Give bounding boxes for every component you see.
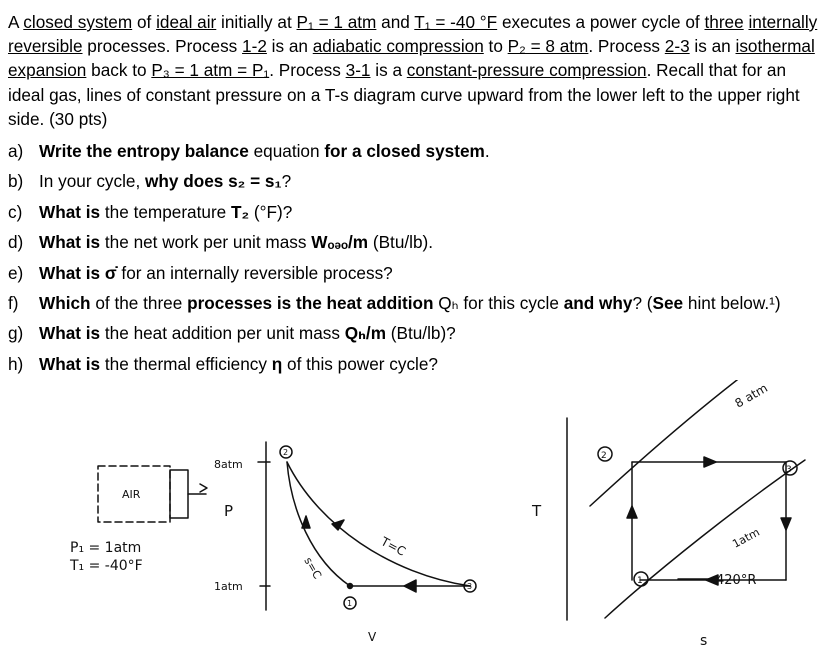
state1-temperature: T₁ = -40 °F xyxy=(414,12,498,32)
adiabatic-compression-term: adiabatic compression xyxy=(312,36,484,57)
question-item xyxy=(8,349,820,379)
question-text xyxy=(39,197,292,227)
question-label: b) xyxy=(8,171,24,192)
ts-state3-label: 3 xyxy=(786,465,792,475)
question-emphasis: why does s₂ = s₁ xyxy=(145,171,282,192)
isobar-8atm-label: 8 atm xyxy=(732,380,770,411)
question-text xyxy=(39,288,781,318)
piston-stop-mark xyxy=(200,484,207,492)
question-fragment: (°F)? xyxy=(249,201,293,222)
question-label: h) xyxy=(8,353,24,374)
question-item xyxy=(8,197,820,227)
pv-diagram xyxy=(214,442,476,644)
question-item xyxy=(8,318,820,348)
isentrope-arrow xyxy=(302,516,310,528)
ts-s-axis-label: s xyxy=(700,633,708,649)
question-text xyxy=(39,166,291,196)
pv-state1-point xyxy=(348,584,353,589)
question-fragment: Qₕ for this cycle xyxy=(433,293,564,314)
closed-system-term: closed system xyxy=(23,12,133,32)
question-fragment: (Btu/lb). xyxy=(368,232,434,253)
pv-v-axis-label: V xyxy=(368,630,377,644)
question-fragment: the temperature xyxy=(100,201,232,222)
question-emphasis: Qₕ/m xyxy=(344,323,386,344)
question-fragment: the thermal efficiency xyxy=(100,353,272,374)
question-emphasis: See xyxy=(652,293,684,314)
ideal-air-term: ideal air xyxy=(156,12,217,32)
process-2-3: 2-3 xyxy=(664,36,690,57)
question-label: g) xyxy=(8,323,24,344)
isobar-8atm-curve xyxy=(590,380,750,506)
question-fragment: of the three xyxy=(90,293,188,314)
pv-state2-label: 2 xyxy=(283,448,289,457)
three-term: three xyxy=(704,12,744,32)
problem-statement: A closed system of ideal air initially at P₁ = 1 atm and T₁ = -40 °F executes a power cycle of three internally reversible processes. Process 1-2 is an adiabatic compression to P₂ = 8 atm. Process 2-3 is an isothermal expansion back to P₃ = 1 atm = P₁. Process 3-1 is a constant-pressure compression. Recall that for an ideal gas, lines of constant pressure on a T-s diagram curve upward from the lower left to the upper right side. (30 pts) xyxy=(8,12,818,129)
question-fragment: In your cycle, xyxy=(39,171,146,192)
process-1-2: 1-2 xyxy=(242,36,267,57)
question-label: d) xyxy=(8,232,24,253)
question-emphasis: Wₒₔₒ/m xyxy=(311,232,369,253)
ts-t-axis-label: T xyxy=(532,502,542,520)
question-text xyxy=(39,318,456,348)
internally-reversible-term: internally reversible xyxy=(8,12,818,57)
question-item xyxy=(8,227,820,257)
ts-state1-label: 1 xyxy=(637,576,643,586)
piston-cylinder-sketch xyxy=(69,466,207,574)
question-emphasis: processes is the heat addition xyxy=(187,293,434,314)
question-emphasis: What is xyxy=(39,201,101,222)
isentrope-label: s=C xyxy=(301,555,324,582)
isobar-1atm-curve xyxy=(605,460,805,618)
question-fragment: equation xyxy=(248,141,325,161)
question-fragment: . xyxy=(484,141,490,161)
gas-label: AIR xyxy=(122,488,141,501)
state1-pressure: P₁ = 1 atm xyxy=(296,12,377,32)
question-text xyxy=(39,258,393,288)
question-text xyxy=(39,349,438,379)
state3-pressure: P₃ = 1 atm = P₁ xyxy=(151,60,270,81)
ts-diagram xyxy=(531,380,805,649)
question-fragment: hint below.¹) xyxy=(683,293,781,314)
isobar-1atm-label: 1atm xyxy=(730,525,762,551)
ts-temperature-note: 420°R xyxy=(716,573,757,588)
question-fragment: (Btu/lb)? xyxy=(386,323,456,344)
piston-head xyxy=(170,470,188,518)
isotherm-label: T=C xyxy=(378,534,408,559)
question-label: a) xyxy=(8,141,24,161)
ts-state2-label: 2 xyxy=(601,451,607,461)
initial-temperature-note: T₁ = -40°F xyxy=(70,558,143,574)
question-emphasis: What is xyxy=(39,232,101,253)
question-emphasis: Which xyxy=(39,293,91,314)
question-item xyxy=(8,288,820,318)
question-fragment: the heat addition per unit mass xyxy=(100,323,345,344)
question-item xyxy=(8,166,820,196)
question-emphasis: What is xyxy=(39,353,101,374)
pv-low-pressure-label: 1atm xyxy=(214,580,243,593)
isobar-arrow xyxy=(404,580,416,592)
pv-p-axis-label: P xyxy=(224,502,234,520)
question-emphasis: Write the entropy balance xyxy=(39,141,249,161)
process-3-1: 3-1 xyxy=(345,60,371,81)
cycle-sketches xyxy=(0,380,832,657)
pv-state3-label: 3 xyxy=(467,582,473,591)
ts-expansion-arrow xyxy=(704,457,716,467)
constant-pressure-term: constant-pressure compression xyxy=(406,60,647,81)
ts-compression-arrow xyxy=(627,506,637,518)
question-text xyxy=(39,227,433,257)
initial-pressure-note: P₁ = 1atm xyxy=(70,540,142,556)
question-item xyxy=(8,136,820,166)
pv-state1-label: 1 xyxy=(347,599,353,608)
question-emphasis: What is σ̇ xyxy=(39,262,117,283)
state2-pressure: P₂ = 8 atm xyxy=(507,36,589,57)
question-fragment: ? ( xyxy=(632,293,653,314)
question-label: f) xyxy=(8,293,19,314)
question-fragment: for an internally reversible process? xyxy=(116,262,393,283)
question-emphasis: What is xyxy=(39,323,101,344)
question-emphasis: and why xyxy=(563,293,633,314)
question-list xyxy=(8,136,820,379)
question-label: c) xyxy=(8,201,23,222)
question-text xyxy=(39,136,490,166)
question-item xyxy=(8,258,820,288)
isotherm-arrow xyxy=(332,520,344,530)
question-fragment: the net work per unit mass xyxy=(100,232,312,253)
question-fragment: of this power cycle? xyxy=(282,353,438,374)
pv-high-pressure-label: 8atm xyxy=(214,458,243,471)
question-emphasis: η xyxy=(271,353,283,374)
question-fragment: ? xyxy=(281,171,292,192)
isothermal-expansion-term: isothermal expansion xyxy=(8,36,815,81)
question-label: e) xyxy=(8,262,24,283)
question-emphasis: T₂ xyxy=(231,201,250,222)
ts-vertical-arrow xyxy=(781,518,791,530)
question-emphasis: for a closed system xyxy=(324,141,485,161)
